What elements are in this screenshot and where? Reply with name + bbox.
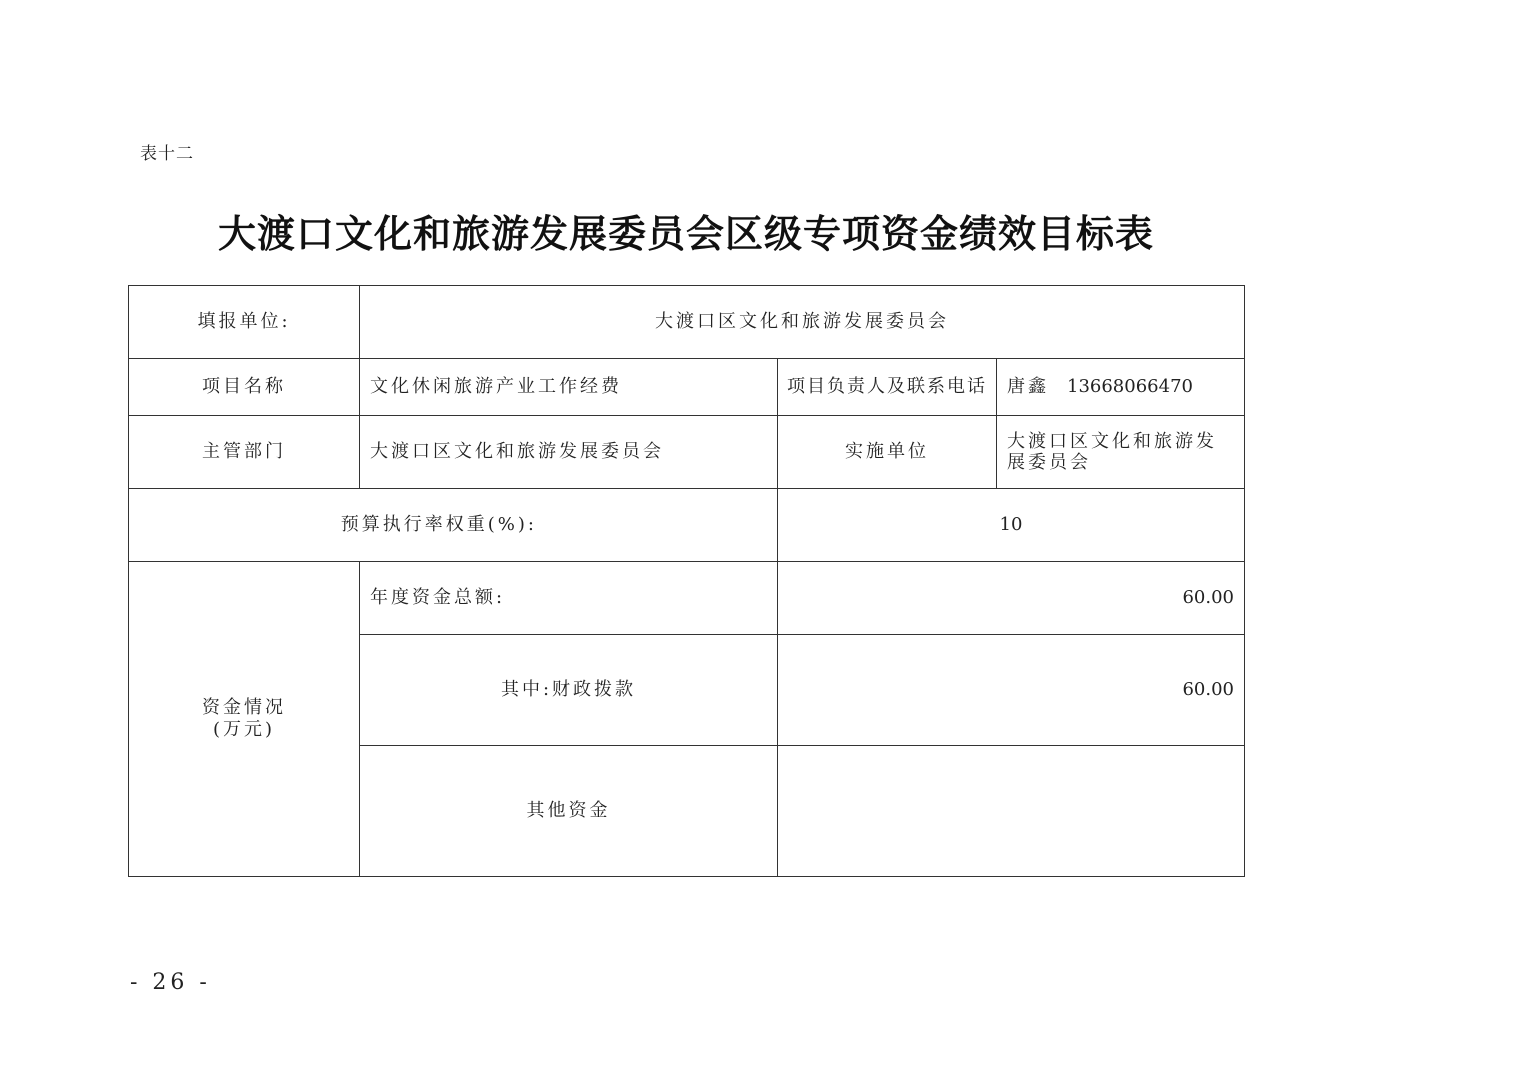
contact-name: 唐鑫 bbox=[1007, 376, 1049, 397]
reporting-unit-label: 填报单位: bbox=[129, 286, 360, 359]
row-budget-weight bbox=[129, 489, 1245, 562]
page-number: - 26 - bbox=[130, 970, 211, 995]
impl-unit-value: 大渡口区文化和旅游发展委员会 bbox=[997, 416, 1245, 489]
reporting-unit-value: 大渡口区文化和旅游发展委员会 bbox=[360, 286, 1245, 359]
table-number-label: 表十二 bbox=[140, 144, 194, 164]
contact-cell bbox=[997, 359, 1245, 416]
budget-weight-value: 10 bbox=[778, 489, 1245, 562]
annual-total-value: 60.00 bbox=[778, 562, 1245, 635]
row-project-name bbox=[129, 359, 1245, 416]
performance-target-table bbox=[128, 285, 1245, 877]
other-funds-label: 其他资金 bbox=[360, 746, 778, 877]
project-name-label: 项目名称 bbox=[129, 359, 360, 416]
document-title: 大渡口文化和旅游发展委员会区级专项资金绩效目标表 bbox=[217, 212, 1154, 256]
impl-unit-label: 实施单位 bbox=[778, 416, 997, 489]
contact-phone: 13668066470 bbox=[1067, 376, 1193, 397]
row-annual-total bbox=[129, 562, 1245, 635]
fiscal-value: 60.00 bbox=[778, 635, 1245, 746]
funds-label: 资金情况 bbox=[202, 697, 286, 718]
row-reporting-unit bbox=[129, 286, 1245, 359]
funds-unit: (万元) bbox=[212, 719, 276, 740]
dept-value: 大渡口区文化和旅游发展委员会 bbox=[360, 416, 778, 489]
annual-total-label: 年度资金总额: bbox=[360, 562, 778, 635]
fiscal-label: 其中:财政拨款 bbox=[360, 635, 778, 746]
row-department bbox=[129, 416, 1245, 489]
funds-label-cell bbox=[129, 562, 360, 877]
budget-weight-label: 预算执行率权重(%): bbox=[129, 489, 778, 562]
project-name-value: 文化休闲旅游产业工作经费 bbox=[360, 359, 778, 416]
dept-label: 主管部门 bbox=[129, 416, 360, 489]
contact-label: 项目负责人及联系电话 bbox=[778, 359, 997, 416]
other-funds-value bbox=[778, 746, 1245, 877]
